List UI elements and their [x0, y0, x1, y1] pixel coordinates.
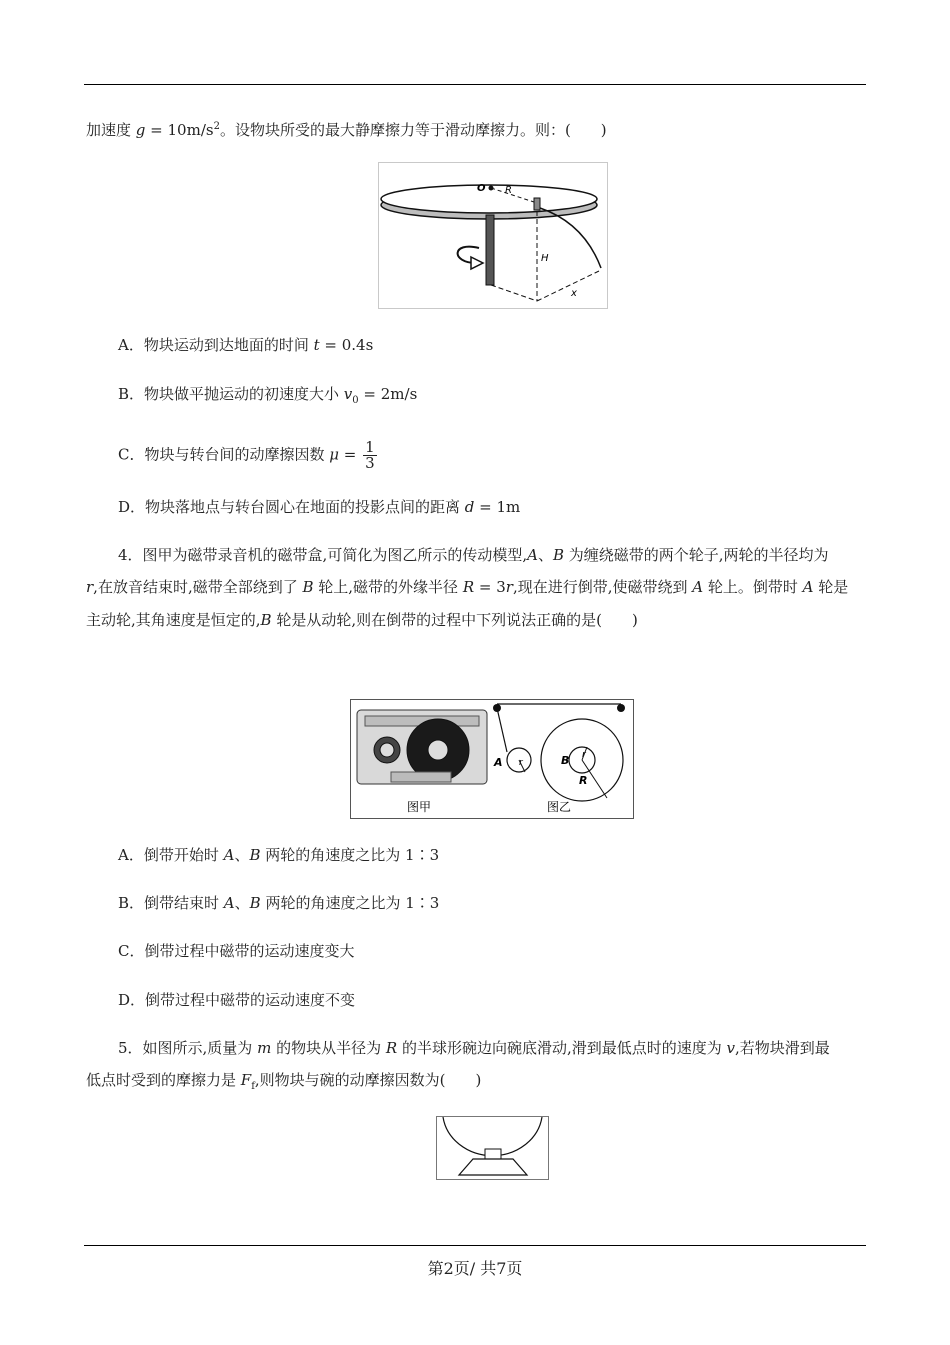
- label-O: O: [477, 183, 486, 194]
- page-number: 第2页/ 共7页: [427, 1259, 523, 1278]
- turntable-figure: [378, 162, 608, 309]
- bowl-block: [485, 1149, 501, 1160]
- header-rule: [84, 84, 866, 85]
- block: [534, 198, 540, 210]
- label-B: B: [561, 754, 570, 767]
- q3-option-d: D．物块落地点与转台圆心在地面的投影点间的距离 d = 1m: [118, 498, 521, 516]
- q3-g-symbol: g: [135, 121, 146, 139]
- q5-stem-line2: 低点时受到的摩擦力是 $F_f$,则物块与碗的动摩擦因数为( ): [86, 1071, 482, 1092]
- q4-stem-line1: 4．图甲为磁带录音机的磁带盒,可简化为图乙所示的传动模型,A、B 为缠绕磁带的两个轮子,两轮的半径均为: [118, 546, 829, 564]
- q4-stem-line3: 主动轮,其角速度是恒定的,B 轮是从动轮,则在倒带的过程中下列说法正确的是( ): [86, 611, 638, 629]
- label-r-B: r: [582, 750, 586, 760]
- caption-right: 图乙: [547, 800, 572, 814]
- q4-option-c: C．倒带过程中磁带的运动速度变大: [118, 942, 355, 960]
- cassette-figure: [350, 699, 634, 819]
- q3-g-value: = 10m/s: [145, 121, 214, 139]
- label-R-tape: R: [579, 774, 588, 787]
- bowl-figure: [436, 1116, 549, 1180]
- caption-left: 图甲: [407, 800, 432, 814]
- turntable-shaft: [486, 215, 494, 285]
- q5-stem-line1: 5．如图所示,质量为 m 的物块从半径为 R 的半球形碗边向碗底滑动,滑到最低点时的速度为 v,若物块滑到最: [118, 1039, 830, 1057]
- label-x: x: [571, 288, 577, 299]
- q4-stem-line2: r,在放音结束时,磁带全部绕到了 B 轮上,磁带的外缘半径 R = 3r,现在进行倒带,使磁带绕到 A 轮上。倒带时 A 轮是: [86, 578, 849, 596]
- q4-option-a: A．倒带开始时 A、B 两轮的角速度之比为 1∶3: [118, 846, 440, 864]
- q3-intro-line: [86, 117, 607, 140]
- label-R: R: [505, 185, 512, 196]
- fraction-one-third: $\frac{1}{3}$: [365, 438, 375, 472]
- label-r-A: r: [519, 758, 523, 768]
- q3-g-exponent: 2: [213, 121, 220, 132]
- bowl-stand: [459, 1159, 527, 1175]
- footer-rule: [84, 1245, 866, 1246]
- q3-option-b: B．物块做平抛运动的初速度大小 $v_0 = 2m/s$: [118, 385, 418, 406]
- q3-option-a: A．物块运动到达地面的时间 t = 0.4s: [118, 336, 374, 354]
- label-A: A: [494, 756, 503, 769]
- q3-intro-text-a: 加速度: [86, 121, 132, 139]
- q4-option-b: B．倒带结束时 A、B 两轮的角速度之比为 1∶3: [118, 894, 440, 912]
- q3-intro-text-b: 。设物块所受的最大静摩擦力等于滑动摩擦力。则：( ): [219, 121, 607, 139]
- q3-option-c: C．物块与转台间的动摩擦因数 μ = $\frac{1}{3}$: [118, 438, 375, 472]
- label-H: H: [541, 253, 549, 264]
- q4-option-d: D．倒带过程中磁带的运动速度不变: [118, 991, 356, 1009]
